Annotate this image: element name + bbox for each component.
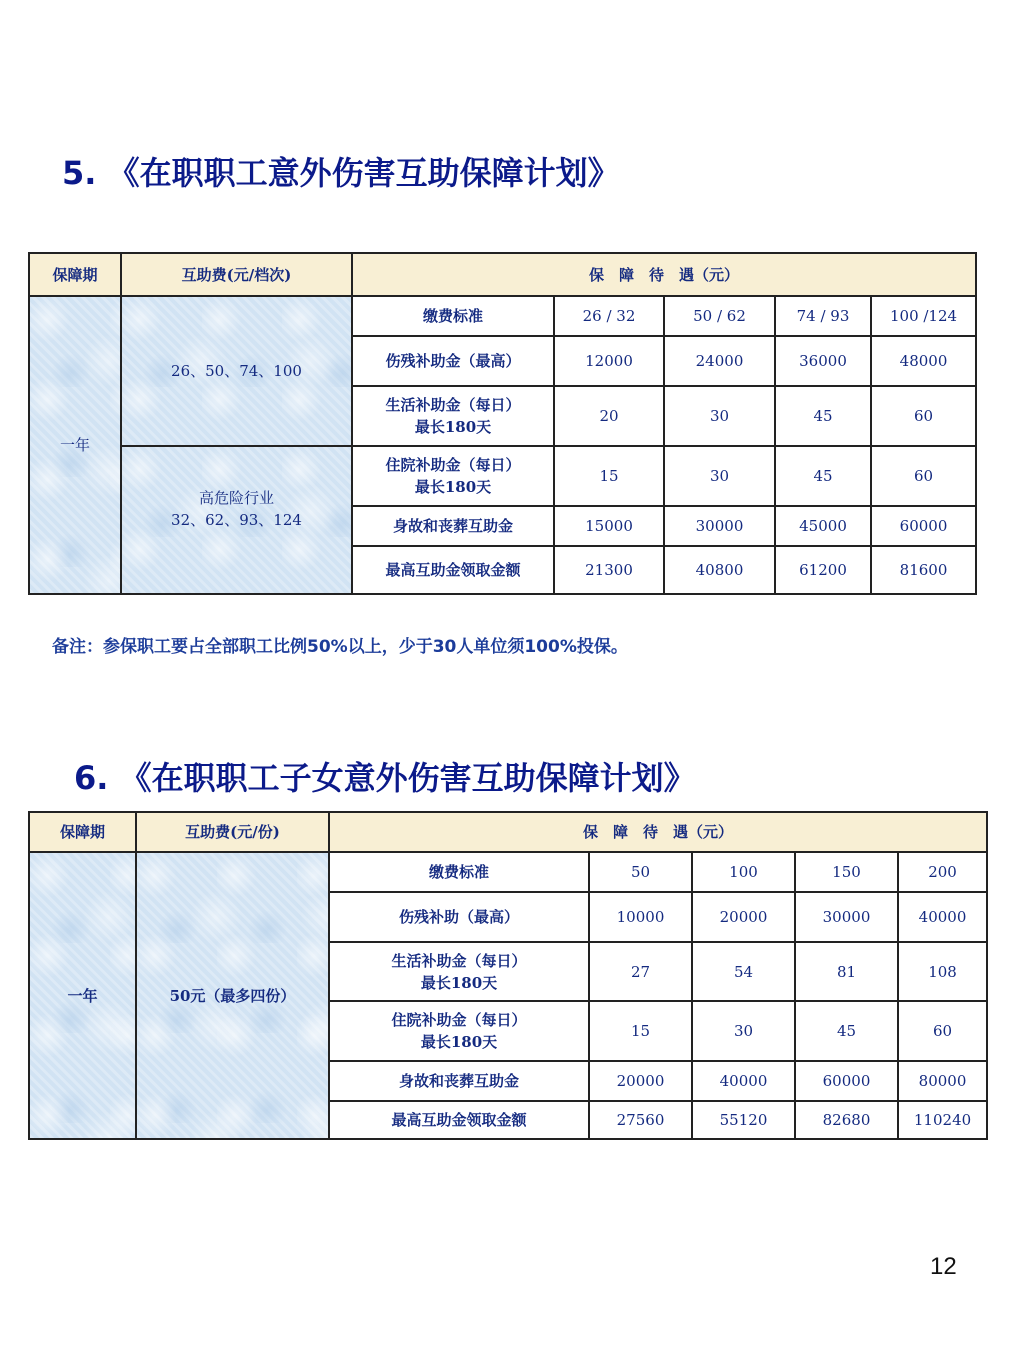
value-cell: 15	[589, 1001, 692, 1061]
table-row	[29, 446, 976, 506]
value-cell: 100	[692, 852, 795, 892]
section-5-table	[28, 252, 977, 595]
row-label: 伤残补助（最高）	[329, 892, 589, 942]
value-cell: 30	[692, 1001, 795, 1061]
value-cell: 27560	[589, 1101, 692, 1139]
value-cell: 45	[775, 386, 871, 446]
value-cell: 26 / 32	[554, 296, 664, 336]
fee-high-risk-cell: 高危险行业 32、62、93、124	[121, 446, 352, 594]
value-cell: 110240	[898, 1101, 987, 1139]
row-label: 最高互助金领取金额	[329, 1101, 589, 1139]
row-label: 最高互助金领取金额	[352, 546, 554, 594]
value-cell: 60000	[871, 506, 976, 546]
value-cell: 60	[871, 386, 976, 446]
row-label: 身故和丧葬互助金	[329, 1061, 589, 1101]
value-cell: 24000	[664, 336, 775, 386]
value-cell: 81600	[871, 546, 976, 594]
value-cell: 45	[795, 1001, 898, 1061]
value-cell: 45000	[775, 506, 871, 546]
page-number: 12	[930, 1253, 957, 1280]
value-cell: 12000	[554, 336, 664, 386]
row-label: 住院补助金（每日） 最长180天	[329, 1001, 589, 1061]
fee-cell: 50元（最多四份）	[136, 852, 329, 1139]
value-cell: 61200	[775, 546, 871, 594]
period-cell: 一年	[29, 296, 121, 594]
value-cell: 30	[664, 446, 775, 506]
row-label: 生活补助金（每日） 最长180天	[352, 386, 554, 446]
value-cell: 60	[898, 1001, 987, 1061]
value-cell: 48000	[871, 336, 976, 386]
header-fee: 互助费(元/份)	[136, 812, 329, 852]
value-cell: 150	[795, 852, 898, 892]
value-cell: 30000	[664, 506, 775, 546]
value-cell: 20	[554, 386, 664, 446]
value-cell: 60000	[795, 1061, 898, 1101]
row-label: 住院补助金（每日） 最长180天	[352, 446, 554, 506]
value-cell: 55120	[692, 1101, 795, 1139]
row-label: 身故和丧葬互助金	[352, 506, 554, 546]
value-cell: 20000	[589, 1061, 692, 1101]
value-cell: 40800	[664, 546, 775, 594]
table-row	[29, 852, 987, 892]
value-cell: 54	[692, 942, 795, 1001]
value-cell: 36000	[775, 336, 871, 386]
value-cell: 60	[871, 446, 976, 506]
header-period: 保障期	[29, 253, 121, 296]
value-cell: 74 / 93	[775, 296, 871, 336]
value-cell: 200	[898, 852, 987, 892]
fee-normal-cell: 26、50、74、100	[121, 296, 352, 446]
header-fee: 互助费(元/档次)	[121, 253, 352, 296]
remark-note: 备注：参保职工要占全部职工比例50%以上，少于30人单位须100%投保。	[52, 637, 628, 657]
value-cell: 15	[554, 446, 664, 506]
value-cell: 20000	[692, 892, 795, 942]
value-cell: 15000	[554, 506, 664, 546]
value-cell: 21300	[554, 546, 664, 594]
value-cell: 80000	[898, 1061, 987, 1101]
value-cell: 30	[664, 386, 775, 446]
value-cell: 10000	[589, 892, 692, 942]
value-cell: 30000	[795, 892, 898, 942]
section-5-title: 5. 《在职职工意外伤害互助保障计划》	[62, 154, 620, 192]
value-cell: 50	[589, 852, 692, 892]
header-period: 保障期	[29, 812, 136, 852]
row-label: 缴费标准	[352, 296, 554, 336]
header-benefit: 保 障 待 遇（元）	[352, 253, 976, 296]
row-label: 缴费标准	[329, 852, 589, 892]
value-cell: 108	[898, 942, 987, 1001]
value-cell: 27	[589, 942, 692, 1001]
section-6-table	[28, 811, 988, 1140]
value-cell: 45	[775, 446, 871, 506]
section-6-title: 6. 《在职职工子女意外伤害互助保障计划》	[74, 759, 696, 797]
row-label: 伤残补助金（最高）	[352, 336, 554, 386]
row-label: 生活补助金（每日） 最长180天	[329, 942, 589, 1001]
value-cell: 100 /124	[871, 296, 976, 336]
table-row	[29, 296, 976, 336]
period-cell: 一年	[29, 852, 136, 1139]
value-cell: 40000	[898, 892, 987, 942]
value-cell: 82680	[795, 1101, 898, 1139]
value-cell: 81	[795, 942, 898, 1001]
header-benefit: 保 障 待 遇（元）	[329, 812, 987, 852]
value-cell: 40000	[692, 1061, 795, 1101]
value-cell: 50 / 62	[664, 296, 775, 336]
